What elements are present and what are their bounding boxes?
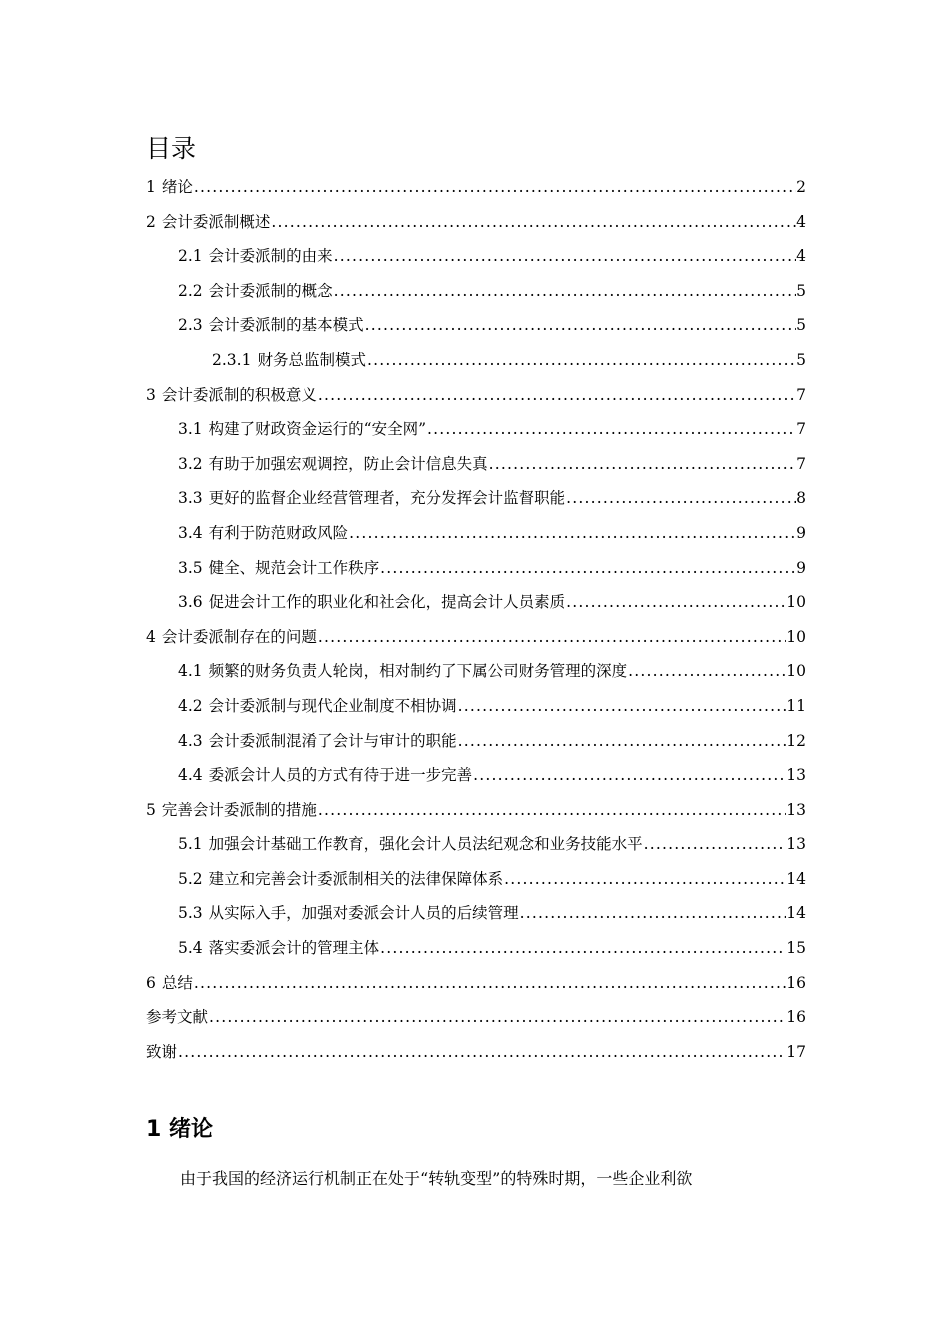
toc-entry-label: 会计委派制存在的问题 [161, 627, 317, 646]
toc-entry-page: 13 [786, 766, 806, 785]
toc-entry-number: 5.4 [178, 939, 203, 958]
toc-entry-label: 会计委派制混淆了会计与审计的职能 [208, 731, 457, 750]
toc-entry[interactable] [146, 827, 806, 862]
toc-entry-label: 委派会计人员的方式有待于进一步完善 [208, 766, 473, 785]
toc-leader-dots [457, 724, 787, 759]
toc-entry-page: 13 [786, 800, 806, 819]
toc-leader-dots [366, 343, 796, 378]
toc-entry-title [178, 516, 348, 551]
toc-entry-number: 4.1 [178, 662, 203, 681]
toc-entry-label: 会计委派制概述 [161, 212, 271, 231]
toc-leader-dots [565, 585, 786, 620]
toc-entry-number: 2.1 [178, 247, 203, 266]
toc-entry-label: 财务总监制模式 [257, 350, 366, 369]
toc-entry[interactable] [146, 862, 806, 897]
toc-entry[interactable] [146, 585, 806, 620]
toc-entry-label: 有助于加强宏观调控，防止会计信息失真 [208, 454, 488, 473]
toc-entry[interactable] [146, 170, 806, 205]
toc-entry-title [178, 827, 643, 862]
toc-entry-number: 6 [146, 973, 156, 992]
toc-entry[interactable] [146, 654, 806, 689]
toc-entry-number: 5.1 [178, 835, 203, 854]
toc-entry-title [146, 1000, 208, 1035]
toc-leader-dots [208, 1000, 786, 1035]
toc-entry-page: 17 [786, 1042, 806, 1061]
toc-leader-dots [643, 827, 787, 862]
toc-entry-number: 3.3 [178, 489, 203, 508]
toc-entry-label: 促进会计工作的职业化和社会化，提高会计人员素质 [208, 593, 566, 612]
toc-leader-dots [317, 620, 786, 655]
toc-entry[interactable] [146, 551, 806, 586]
toc-entry-title [178, 758, 472, 793]
toc-entry-title [212, 343, 366, 378]
toc-entry[interactable] [146, 620, 806, 655]
toc-entry-label: 致谢 [146, 1042, 178, 1061]
toc-entry-page: 2 [796, 178, 806, 196]
body-paragraph: 由于我国的经济运行机制正在处于“转轨变型”的特殊时期，一些企业利欲 [180, 1169, 693, 1188]
toc-leader-dots [270, 205, 796, 240]
toc-leader-dots [348, 516, 796, 551]
toc-entry[interactable] [146, 931, 806, 966]
toc-leader-dots [627, 654, 786, 689]
toc-entry-page: 7 [796, 385, 806, 404]
toc-entry-page: 7 [796, 420, 806, 439]
toc-leader-dots [472, 758, 786, 793]
toc-entry-page: 5 [796, 316, 806, 335]
table-of-contents [146, 170, 806, 1069]
toc-entry-number: 1 [146, 178, 156, 196]
toc-entry-page: 5 [796, 350, 806, 369]
toc-entry-number: 2.3.1 [212, 350, 252, 369]
toc-entry-title [146, 620, 317, 655]
toc-entry[interactable] [146, 516, 806, 551]
toc-entry[interactable] [146, 896, 806, 931]
toc-title: 目录 [146, 134, 197, 163]
toc-entry[interactable] [146, 274, 806, 309]
toc-entry-page: 16 [786, 1008, 806, 1027]
toc-entry-label: 会计委派制的概念 [208, 281, 333, 300]
toc-entry-number: 3.6 [178, 593, 203, 612]
toc-entry-number: 4.4 [178, 766, 203, 785]
toc-entry-number: 2.3 [178, 316, 203, 335]
toc-entry-label: 构建了财政资金运行的“安全网” [208, 420, 427, 439]
toc-entry-title [178, 551, 379, 586]
toc-entry-title [178, 896, 519, 931]
toc-entry[interactable] [146, 966, 806, 1001]
toc-entry[interactable] [146, 378, 806, 413]
toc-leader-dots [333, 239, 796, 274]
toc-entry[interactable] [146, 343, 806, 378]
toc-entry-label: 更好的监督企业经营管理者，充分发挥会计监督职能 [208, 489, 566, 508]
toc-entry-label: 加强会计基础工作教育，强化会计人员法纪观念和业务技能水平 [208, 835, 643, 854]
toc-entry-title [178, 308, 364, 343]
toc-entry-page: 10 [786, 662, 806, 681]
toc-entry[interactable] [146, 447, 806, 482]
toc-entry-label: 落实委派会计的管理主体 [208, 939, 380, 958]
toc-entry-title [146, 1035, 177, 1070]
toc-leader-dots [364, 308, 796, 343]
toc-entry-page: 11 [786, 696, 806, 715]
toc-entry-number: 5.2 [178, 869, 203, 888]
toc-entry[interactable] [146, 724, 806, 759]
toc-entry-page: 12 [786, 731, 806, 750]
toc-entry-page: 4 [796, 212, 806, 231]
toc-entry[interactable] [146, 1035, 806, 1070]
toc-entry[interactable] [146, 758, 806, 793]
toc-entry-label: 绪论 [161, 178, 193, 196]
toc-entry[interactable] [146, 481, 806, 516]
toc-entry-title [178, 931, 379, 966]
toc-entry-label: 完善会计委派制的措施 [161, 800, 317, 819]
toc-entry-number: 4.3 [178, 731, 203, 750]
toc-entry[interactable] [146, 205, 806, 240]
toc-entry-title [178, 447, 488, 482]
toc-leader-dots [503, 862, 786, 897]
toc-entry-label: 频繁的财务负责人轮岗，相对制约了下属公司财务管理的深度 [208, 662, 628, 681]
toc-entry-label: 建立和完善会计委派制相关的法律保障体系 [208, 869, 504, 888]
toc-entry-number: 4.2 [178, 696, 203, 715]
toc-entry-title [146, 170, 193, 205]
toc-entry-page: 5 [796, 281, 806, 300]
toc-entry-page: 10 [786, 627, 806, 646]
toc-entry-title [178, 862, 503, 897]
toc-entry-label: 参考文献 [146, 1008, 209, 1027]
toc-leader-dots [519, 896, 787, 931]
toc-entry-number: 3.2 [178, 454, 203, 473]
toc-leader-dots [457, 689, 787, 724]
toc-leader-dots [317, 378, 796, 413]
toc-entry-page: 14 [786, 869, 806, 888]
toc-leader-dots [488, 447, 796, 482]
toc-entry-label: 会计委派制的基本模式 [208, 316, 364, 335]
toc-entry-number: 3.5 [178, 558, 203, 577]
toc-entry-label: 总结 [161, 973, 193, 992]
toc-entry-page: 8 [796, 489, 806, 508]
toc-entry-number: 3.1 [178, 420, 203, 439]
toc-entry-number: 3.4 [178, 523, 203, 542]
toc-leader-dots [426, 412, 796, 447]
toc-entry-label: 从实际入手，加强对委派会计人员的后续管理 [208, 904, 519, 923]
toc-entry-title [146, 966, 193, 1001]
toc-leader-dots [333, 274, 796, 309]
toc-entry-label: 会计委派制与现代企业制度不相协调 [208, 696, 457, 715]
toc-entry-number: 2 [146, 212, 156, 231]
toc-entry-title [178, 585, 565, 620]
toc-entry-page: 9 [796, 558, 806, 577]
toc-entry-page: 13 [786, 835, 806, 854]
toc-entry-number: 4 [146, 627, 156, 646]
toc-entry-page: 9 [796, 523, 806, 542]
section-heading: 1 绪论 [146, 1117, 213, 1142]
toc-entry-title [178, 274, 333, 309]
toc-entry-number: 3 [146, 385, 156, 404]
toc-entry-page: 15 [786, 939, 806, 958]
toc-entry[interactable] [146, 793, 806, 828]
toc-entry-number: 5 [146, 800, 156, 819]
toc-entry-title [178, 481, 565, 516]
toc-entry-number: 5.3 [178, 904, 203, 923]
toc-entry-page: 4 [796, 247, 806, 266]
toc-entry-page: 10 [786, 593, 806, 612]
toc-leader-dots [379, 931, 786, 966]
toc-leader-dots [317, 793, 786, 828]
toc-entry-label: 有利于防范财政风险 [208, 523, 349, 542]
toc-leader-dots [379, 551, 796, 586]
toc-entry-number: 2.2 [178, 281, 203, 300]
toc-entry-label: 会计委派制的积极意义 [161, 385, 317, 404]
toc-entry-label: 健全、规范会计工作秩序 [208, 558, 380, 577]
toc-leader-dots [193, 170, 796, 205]
toc-entry-title [178, 724, 457, 759]
toc-entry[interactable] [146, 689, 806, 724]
toc-entry[interactable] [146, 412, 806, 447]
toc-entry-title [146, 793, 317, 828]
toc-leader-dots [177, 1035, 786, 1070]
toc-entry[interactable] [146, 1000, 806, 1035]
toc-entry-label: 会计委派制的由来 [208, 247, 333, 266]
toc-entry-title [178, 689, 457, 724]
toc-leader-dots [565, 481, 796, 516]
toc-entry-title [146, 205, 270, 240]
toc-entry-title [146, 378, 317, 413]
toc-entry[interactable] [146, 239, 806, 274]
toc-entry[interactable] [146, 308, 806, 343]
toc-leader-dots [193, 966, 786, 1001]
toc-entry-title [178, 654, 627, 689]
toc-entry-title [178, 239, 333, 274]
toc-entry-page: 14 [786, 904, 806, 923]
toc-entry-page: 7 [796, 454, 806, 473]
toc-entry-page: 16 [786, 973, 806, 992]
toc-entry-title [178, 412, 426, 447]
